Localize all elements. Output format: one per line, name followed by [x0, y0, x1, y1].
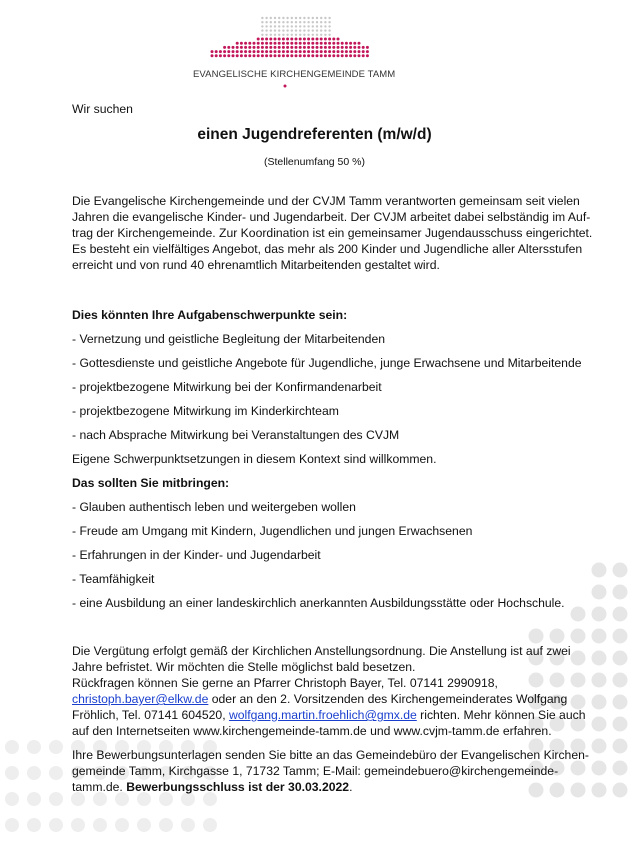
organization-name: EVANGELISCHE KIRCHENGEMEINDE TAMM	[193, 69, 396, 80]
requirements-heading: Das sollten Sie mitbringen:	[72, 476, 230, 490]
contact-line	[72, 707, 586, 723]
requirement-item: - Freude am Umgang mit Kindern, Jugendlichen und jungen Erwachsenen	[72, 524, 473, 538]
job-scope: (Stellenumfang 50 %)	[264, 156, 365, 168]
contact-text: richten. Mehr können Sie auch	[416, 708, 586, 722]
task-item: - nach Absprache Mitwirkung bei Veranstaltungen des CVJM	[72, 428, 400, 442]
application-text: tamm.de.	[72, 780, 127, 794]
tasks-note: Eigene Schwerpunktsetzungen in diesem Kontext sind willkommen.	[72, 452, 437, 466]
requirement-item: - Glauben authentisch leben und weitergeben wollen	[72, 500, 356, 514]
application-text: .	[349, 780, 353, 794]
application-line: gemeinde Tamm, Kirchgasse 1, 71732 Tamm; E-Mail: gemeindebuero@kirchengemeinde-	[72, 764, 559, 778]
contact-line: Rückfragen können Sie gerne an Pfarrer Christoph Bayer, Tel. 07141 2990918,	[72, 676, 498, 690]
description-line: trag der Kirchengemeinde. Zur Koordination ist ein gemeinsamer Jugendausschuss eingerichtet.	[72, 226, 593, 240]
job-title: einen Jugendreferenten (m/w/d)	[197, 126, 432, 143]
email-link-bayer[interactable]: christoph.bayer@elkw.de	[72, 692, 209, 706]
contact-line: auf den Internetseiten www.kirchengemeinde-tamm.de und www.cvjm-tamm.de erfahren.	[72, 724, 552, 738]
contact-line	[72, 691, 567, 707]
description-line: Jahren die evangelische Kinder- und Jugendarbeit. Der CVJM arbeitet dabei selbständig im Auf-	[72, 210, 591, 224]
description-line: erreicht und von rund 40 ehrenamtlich Mitarbeitenden gestaltet wird.	[72, 258, 440, 272]
requirement-item: - Teamfähigkeit	[72, 572, 155, 586]
task-item: - projektbezogene Mitwirkung bei der Konfirmandenarbeit	[72, 380, 382, 394]
task-item: - Vernetzung und geistliche Begleitung der Mitarbeitenden	[72, 332, 386, 346]
task-item: - projektbezogene Mitwirkung im Kinderkirchteam	[72, 404, 339, 418]
contact-text: oder an den 2. Vorsitzenden des Kirchengemeinderates Wolfgang	[208, 692, 568, 706]
contact-text: Fröhlich, Tel. 07141 604520,	[72, 708, 229, 722]
church-dots-logo-icon	[190, 14, 390, 92]
intro-text: Wir suchen	[72, 102, 133, 116]
description-line: Es besteht ein vielfältiges Angebot, das mehr als 200 Kinder und Jugendliche aller Altersstufen	[72, 242, 583, 256]
contact-line: Die Vergütung erfolgt gemäß der Kirchlichen Anstellungsordnung. Die Anstellung ist auf zwei	[72, 644, 571, 658]
application-line	[72, 779, 352, 795]
email-link-froehlich[interactable]: wolfgang.martin.froehlich@gmx.de	[228, 708, 417, 722]
application-deadline: Bewerbungsschluss ist der 30.03.2022	[126, 780, 350, 794]
requirement-item: - Erfahrungen in der Kinder- und Jugendarbeit	[72, 548, 321, 562]
requirement-item: - eine Ausbildung an einer landeskirchlich anerkannten Ausbildungsstätte oder Hochschule.	[72, 596, 565, 610]
tasks-heading: Dies könnten Ihre Aufgabenschwerpunkte sein:	[72, 308, 348, 322]
task-item: - Gottesdienste und geistliche Angebote für Jugendliche, junge Erwachsene und Mitarbeitende	[72, 356, 582, 370]
application-line: Ihre Bewerbungsunterlagen senden Sie bitte an das Gemeindebüro der Evangelischen Kirchen-	[72, 748, 589, 762]
contact-line: Jahre befristet. Wir möchten die Stelle möglichst bald besetzen.	[72, 660, 416, 674]
description-line: Die Evangelische Kirchengemeinde und der CVJM Tamm verantworten gemeinsam seit vielen	[72, 194, 580, 208]
